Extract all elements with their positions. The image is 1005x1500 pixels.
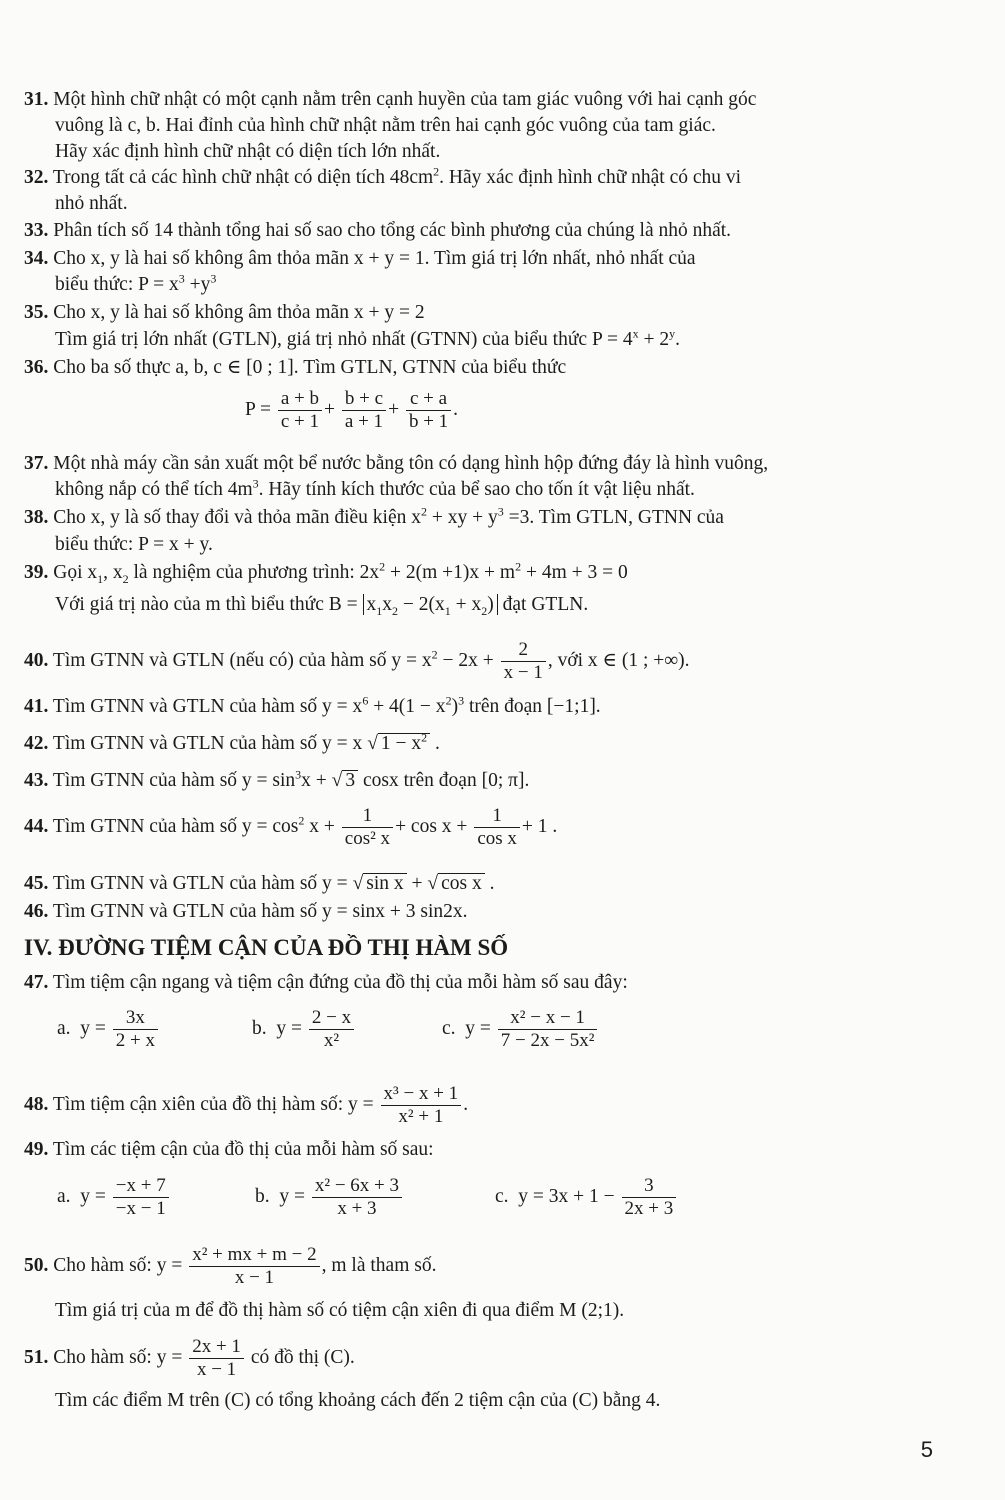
problem-50: 50. Cho hàm số: y = $\frac{\text{x² + mx + m − 2}}{x - 1}$ , m là tham số.: [24, 1244, 437, 1289]
problem-42: 42. Tìm GTNN và GTLN của hàm số y = x √ $1 - x^2$ .: [24, 730, 440, 754]
problem-38-line2: biểu thức: P = x + y.: [55, 534, 213, 555]
fraction: $\frac{\text{x³ − x + 1}}{\text{x² + 1}}$: [381, 1083, 462, 1128]
problem-44: 44. Tìm GTNN của hàm số $y = \cos^2 x$ + $\frac{1}{\text{cos² x}}$ + cos x + $\frac{1}{\text{cos x}}$ + 1 .: [24, 805, 558, 850]
problem-31-line2: vuông là c, b. Hai đỉnh của hình chữ nhật nằm trên hai cạnh góc vuông của tam giác.: [55, 115, 716, 136]
problem-32-line2: nhỏ nhất.: [55, 193, 128, 214]
problem-31: 31. Một hình chữ nhật có một cạnh nằm trên cạnh huyền của tam giác vuông với hai cạnh góc: [24, 89, 757, 110]
fraction: $\frac{c + a}{b + 1}$: [406, 388, 451, 433]
problem-51: 51. Cho hàm số: y = $\frac{2x + 1}{x - 1}$ có đồ thị (C).: [24, 1336, 355, 1381]
fraction: $\frac{\text{x² − 6x + 3}}{x + 3}$: [312, 1175, 402, 1220]
problem-43: 43. Tìm GTNN của hàm số $y = \sin^3x$ + √ 3 cosx trên đoạn [0; π].: [24, 767, 530, 791]
problem-37-line2: không nắp có thể tích $4m^3$. Hãy tính kích thước của bể sao cho tốn ít vật liệu nhất.: [55, 476, 695, 500]
problem-50-line2: Tìm giá trị của m để đồ thị hàm số có tiệm cận xiên đi qua điểm M (2;1).: [55, 1300, 625, 1321]
fraction: $\frac{\text{x² + mx + m − 2}}{x - 1}$: [189, 1244, 319, 1289]
problem-35-line2: Tìm giá trị lớn nhất (GTLN), giá trị nhỏ nhất (GTNN) của biểu thức $P = 4^x + 2^y$.: [55, 326, 680, 350]
fraction: $\frac{-x + 7}{-x - 1}$: [113, 1175, 169, 1220]
problem-36: 36. Cho ba số thực a, b, c ∈ [0 ; 1]. Tìm GTLN, GTNN của biểu thức: [24, 357, 567, 378]
problem-49-c: c. y = 3x + 1 − $\frac{3}{2x + 3}$: [495, 1174, 1005, 1220]
problem-47-a: a. y = $\frac{3x}{2 + x}$: [57, 1006, 1005, 1052]
problem-38: 38. Cho x, y là số thay đổi và thỏa mãn điều kiện $x^2$ + xy + $y^3 =3$. Tìm GTLN, GTNN của: [24, 504, 724, 528]
problem-48: 48. Tìm tiệm cận xiên của đồ thị hàm số: y = $\frac{\text{x³ − x + 1}}{\text{x² + 1}}$ .: [24, 1083, 469, 1128]
problem-49-a: a. y = $\frac{-x + 7}{-x - 1}$: [57, 1174, 1005, 1220]
fraction: $\frac{2}{x - 1}$: [501, 639, 546, 684]
problem-49-b: b. y = $\frac{\text{x² − 6x + 3}}{x + 3}$: [255, 1174, 1005, 1220]
problem-35: 35. Cho x, y là hai số không âm thỏa mãn x + y = 2: [24, 302, 425, 323]
problem-34-line2: biểu thức: $P = x^3 +y^3$: [55, 271, 217, 295]
problem-33: 33. Phân tích số 14 thành tổng hai số sao cho tổng các bình phương của chúng là nhỏ nhất.: [24, 220, 732, 241]
problem-39-line2: Với giá trị nào của m thì biểu thức $B = x_1x_2 - 2(x_1 + x_2)$ đạt GTLN.: [55, 594, 589, 618]
section-title: IV. ĐƯỜNG TIỆM CẬN CỦA ĐỒ THỊ HÀM SỐ: [24, 935, 509, 960]
problem-46: 46. Tìm GTNN và GTLN của hàm số y = sinx + 3 sin2x.: [24, 901, 468, 922]
problem-47-b: b. y = $\frac{2 - x}{\text{x²}}$: [252, 1006, 1005, 1052]
problem-39: 39. Gọi $x_1$, $x_2$ là nghiệm của phương trình: $2x^2 + 2(m +1)x + m^2 + 4m + 3 = 0$: [24, 559, 628, 586]
problem-37: 37. Một nhà máy cần sản xuất một bể nước bằng tôn có dạng hình hộp đứng đáy là hình vuông,: [24, 453, 769, 474]
problem-47: 47. Tìm tiệm cận ngang và tiệm cận đứng của đồ thị của mỗi hàm số sau đây:: [24, 972, 628, 993]
page-number: 5: [920, 1437, 933, 1462]
fraction: $\frac{3x}{2 + x}$: [113, 1007, 158, 1052]
fraction: $\frac{b + c}{a + 1}$: [342, 388, 386, 433]
problem-49: 49. Tìm các tiệm cận của đồ thị của mỗi hàm số sau:: [24, 1139, 434, 1160]
problem-45: 45. Tìm GTNN và GTLN của hàm số y = √ sin x + √ cos x .: [24, 873, 495, 894]
problem-34: 34. Cho x, y là hai số không âm thỏa mãn x + y = 1. Tìm giá trị lớn nhất, nhỏ nhất của: [24, 248, 696, 269]
fraction: $\frac{1}{\text{cos² x}}$: [342, 805, 393, 850]
problem-32: 32. Trong tất cả các hình chữ nhật có diện tích $48cm^2$. Hãy xác định hình chữ nhật có chu vi: [24, 164, 742, 188]
fraction: $\frac{3}{2x + 3}$: [622, 1175, 677, 1220]
fraction: $\frac{2x + 1}{x - 1}$: [189, 1336, 244, 1381]
problem-51-line2: Tìm các điểm M trên (C) có tổng khoảng cách đến 2 tiệm cận của (C) bằng 4.: [55, 1390, 661, 1411]
problem-31-line3: Hãy xác định hình chữ nhật có diện tích lớn nhất.: [55, 141, 441, 162]
problem-40: 40. Tìm GTNN và GTLN (nếu có) của hàm số $y = x^2 - 2x$ + $\frac{2}{x - 1}$ , với x ∈ (1 ; +∞).: [24, 639, 690, 684]
fraction: $\frac{\text{x² − x − 1}}{\text{7 − 2x − 5x²}}$: [498, 1007, 598, 1052]
fraction: $\frac{2 - x}{\text{x²}}$: [309, 1007, 354, 1052]
problem-36-formula: P = $\frac{a + b}{c + 1}$ + $\frac{b + c}{a + 1}$ + $\frac{c + a}{b + 1}$ .: [245, 388, 459, 433]
fraction: $\frac{1}{\text{cos x}}$: [474, 805, 520, 850]
fraction: $\frac{a + b}{c + 1}$: [278, 388, 322, 433]
problem-41: 41. Tìm GTNN và GTLN của hàm số $y = x^6 + 4(1 - x^2)^3$ trên đoạn [−1;1].: [24, 693, 601, 717]
problem-47-c: c. y = $\frac{\text{x² − x − 1}}{\text{7 − 2x − 5x²}}$: [442, 1006, 1005, 1052]
